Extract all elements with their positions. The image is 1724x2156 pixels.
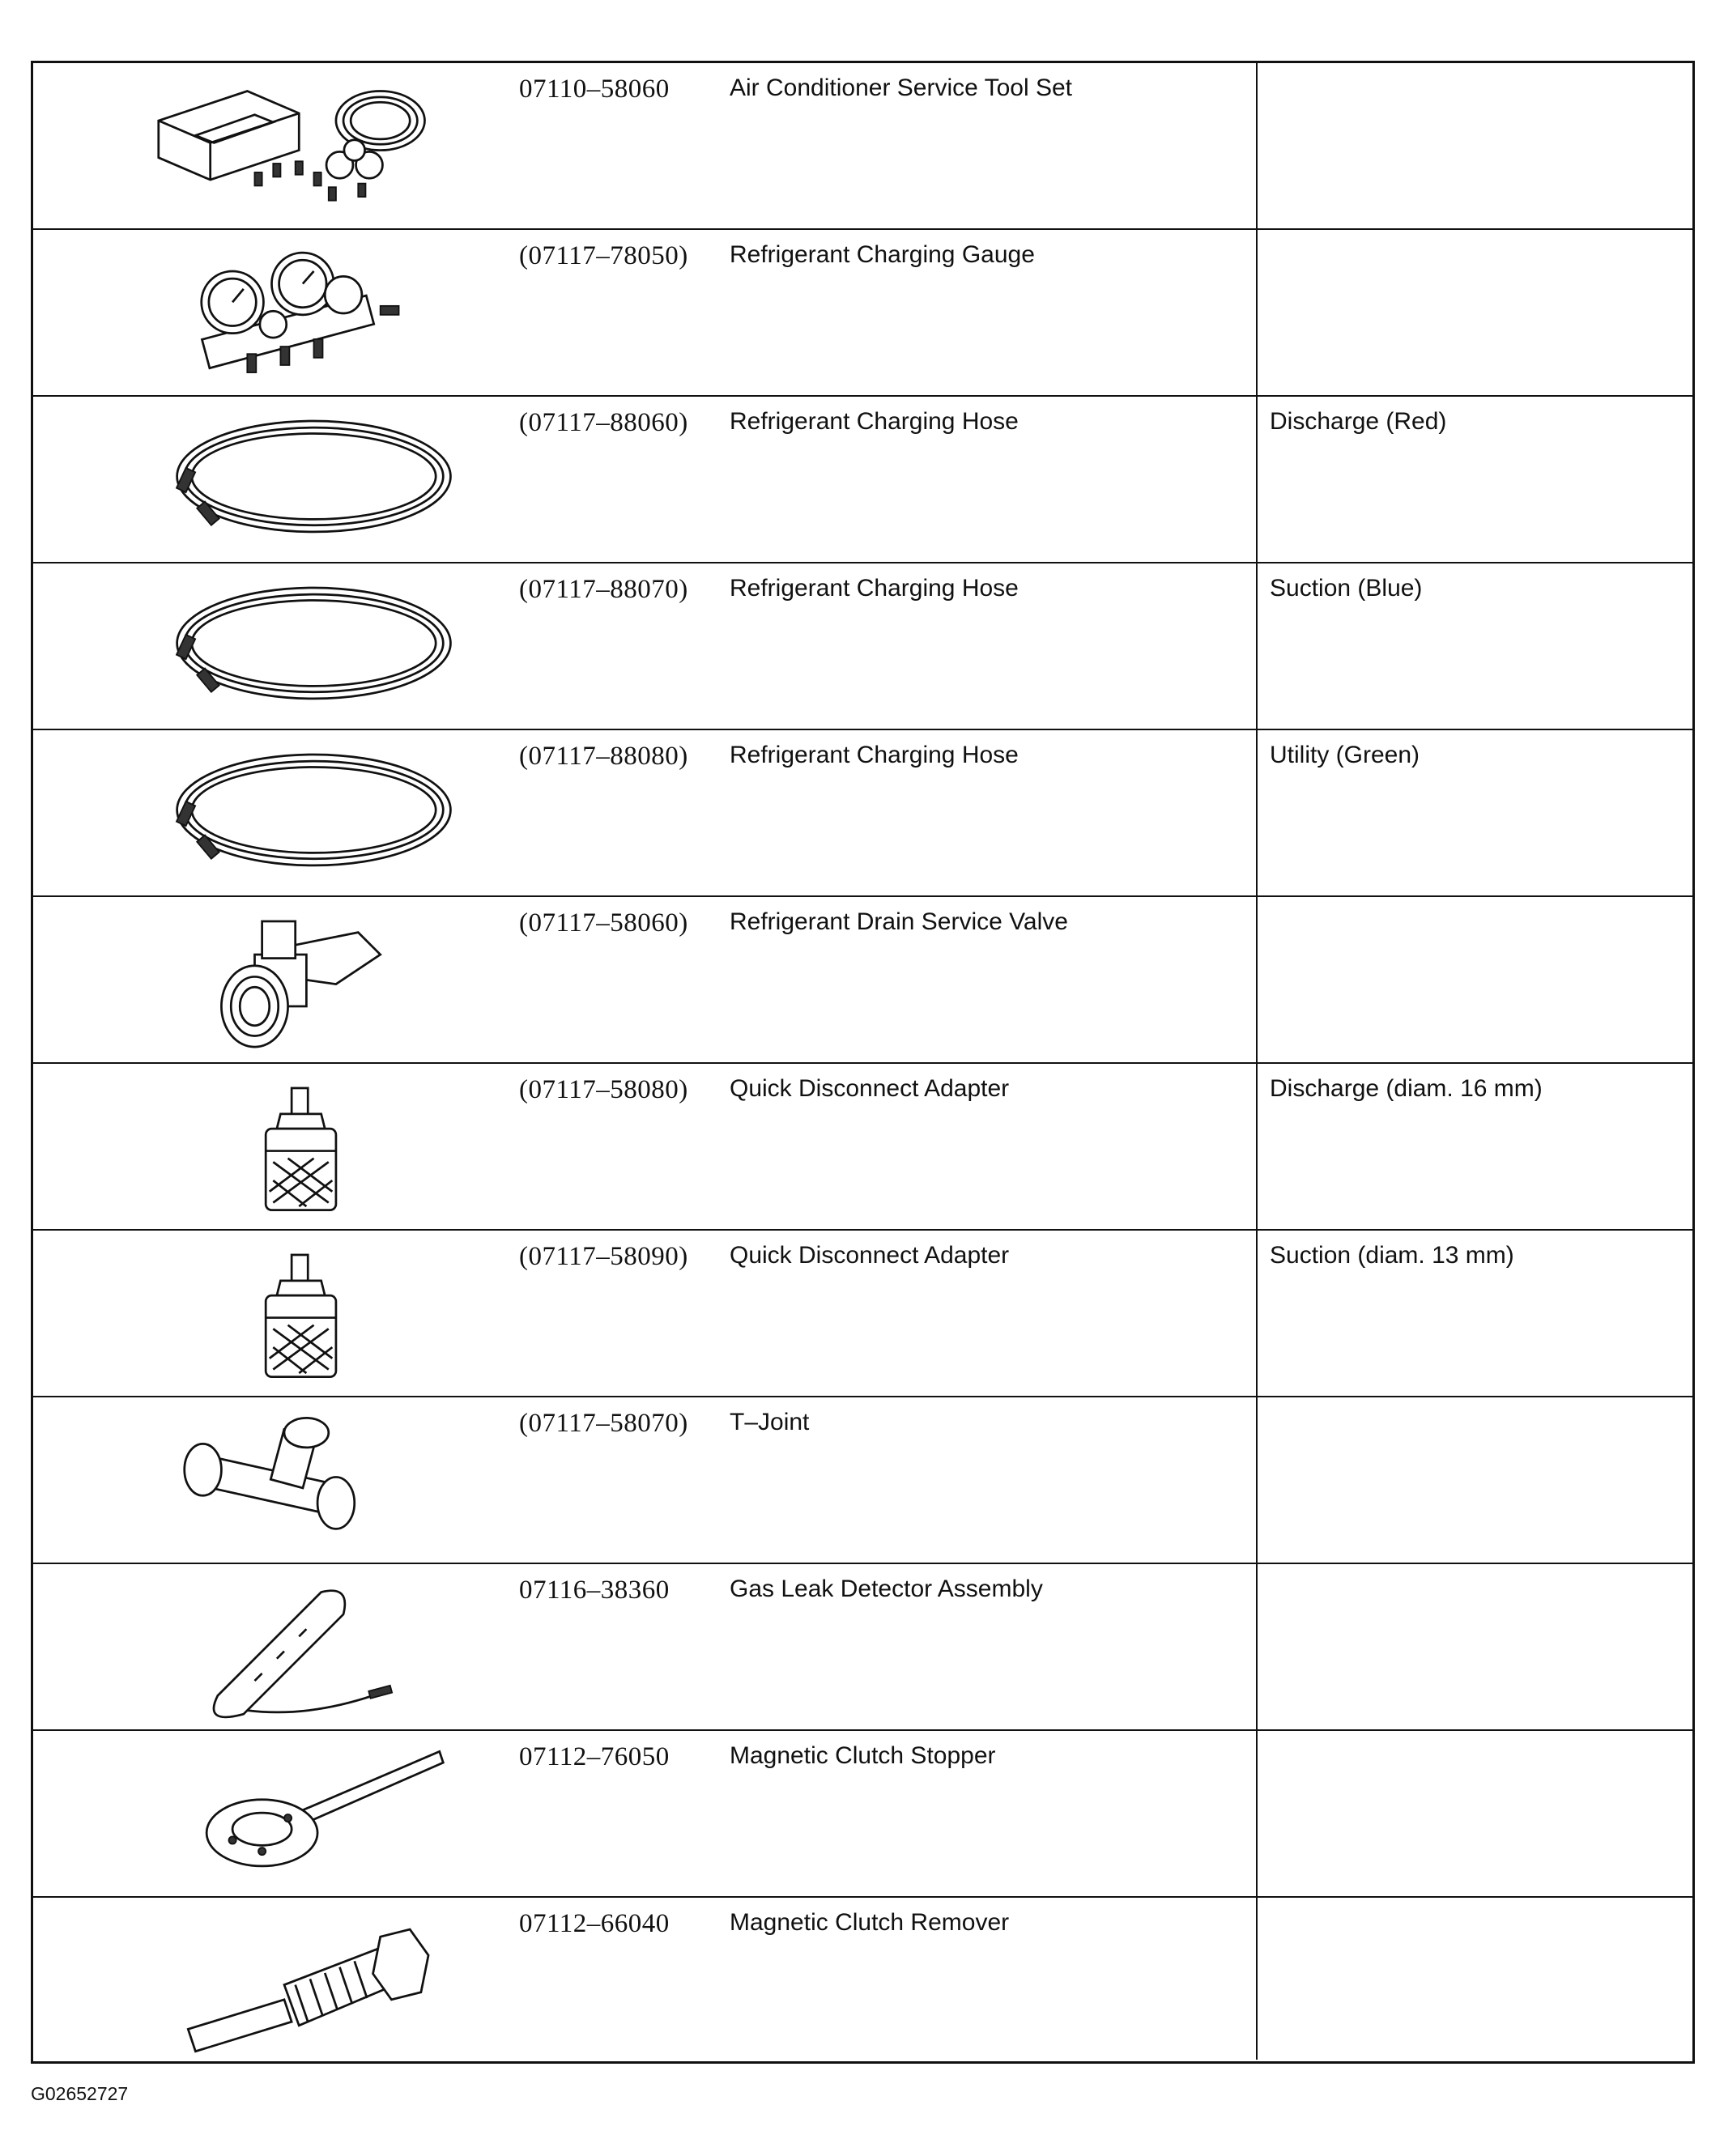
column-divider: [1256, 1731, 1258, 1896]
tool-note: Discharge (Red): [1270, 408, 1447, 435]
table-row: [33, 730, 1692, 897]
service-tool-set-icon: [114, 68, 454, 225]
table-row: [33, 563, 1692, 730]
column-divider: [1256, 1064, 1258, 1229]
column-divider: [1256, 1397, 1258, 1563]
column-divider: [1256, 1231, 1258, 1396]
quick-disconnect-adapter-icon: [114, 1069, 454, 1226]
tool-name: Refrigerant Drain Service Valve: [730, 908, 1068, 935]
part-number: 07110–58060: [519, 74, 670, 104]
column-divider: [1256, 897, 1258, 1062]
tool-name: Quick Disconnect Adapter: [730, 1242, 1010, 1269]
column-divider: [1256, 730, 1258, 895]
part-number: 07112–66040: [519, 1909, 670, 1938]
table-row: [33, 1564, 1692, 1731]
table-row: [33, 1231, 1692, 1397]
table-row: [33, 1898, 1692, 2060]
magnetic-clutch-remover-icon: [114, 1903, 454, 2060]
column-divider: [1256, 1898, 1258, 2060]
tool-name: Refrigerant Charging Hose: [730, 575, 1019, 602]
charging-hose-icon: [114, 735, 454, 892]
part-number: (07117–88080): [519, 742, 688, 771]
tool-name: Air Conditioner Service Tool Set: [730, 74, 1072, 101]
part-number: 07112–76050: [519, 1742, 670, 1771]
part-number: (07117–58060): [519, 908, 688, 938]
figure-code: G02652727: [31, 2083, 129, 2104]
charging-hose-icon: [114, 568, 454, 725]
table-row: [33, 63, 1692, 230]
part-number: (07117–78050): [519, 241, 688, 270]
part-number: (07117–58080): [519, 1075, 688, 1104]
tool-name: Refrigerant Charging Hose: [730, 742, 1019, 768]
part-number: (07117–58090): [519, 1242, 688, 1271]
magnetic-clutch-stopper-icon: [114, 1736, 454, 1893]
table-row: [33, 1397, 1692, 1564]
table-row: [33, 230, 1692, 397]
tool-note: Utility (Green): [1270, 742, 1420, 768]
tool-name: Refrigerant Charging Gauge: [730, 241, 1035, 268]
table-row: [33, 1064, 1692, 1231]
table-row: [33, 1731, 1692, 1898]
tool-note: Suction (diam. 13 mm): [1270, 1242, 1514, 1269]
part-number: (07117–88060): [519, 408, 688, 437]
part-number: (07117–58070): [519, 1409, 688, 1438]
tool-name: T–Joint: [730, 1409, 810, 1435]
drain-service-valve-icon: [114, 902, 454, 1059]
column-divider: [1256, 563, 1258, 729]
table-row: [33, 397, 1692, 563]
tool-name: Quick Disconnect Adapter: [730, 1075, 1010, 1102]
charging-gauge-icon: [114, 235, 454, 392]
table-row: [33, 897, 1692, 1064]
t-joint-icon: [114, 1402, 454, 1559]
tool-note: Discharge (diam. 16 mm): [1270, 1075, 1543, 1102]
column-divider: [1256, 397, 1258, 562]
gas-leak-detector-icon: [114, 1569, 454, 1726]
tool-name: Gas Leak Detector Assembly: [730, 1576, 1043, 1602]
column-divider: [1256, 63, 1258, 228]
quick-disconnect-adapter-icon: [114, 1235, 454, 1393]
tool-name: Magnetic Clutch Stopper: [730, 1742, 996, 1769]
part-number: 07116–38360: [519, 1576, 670, 1605]
part-number: (07117–88070): [519, 575, 688, 604]
tool-name: Refrigerant Charging Hose: [730, 408, 1019, 435]
charging-hose-icon: [114, 402, 454, 559]
tool-table: [31, 61, 1695, 2064]
column-divider: [1256, 1564, 1258, 1729]
tool-note: Suction (Blue): [1270, 575, 1423, 602]
tool-name: Magnetic Clutch Remover: [730, 1909, 1010, 1936]
column-divider: [1256, 230, 1258, 395]
